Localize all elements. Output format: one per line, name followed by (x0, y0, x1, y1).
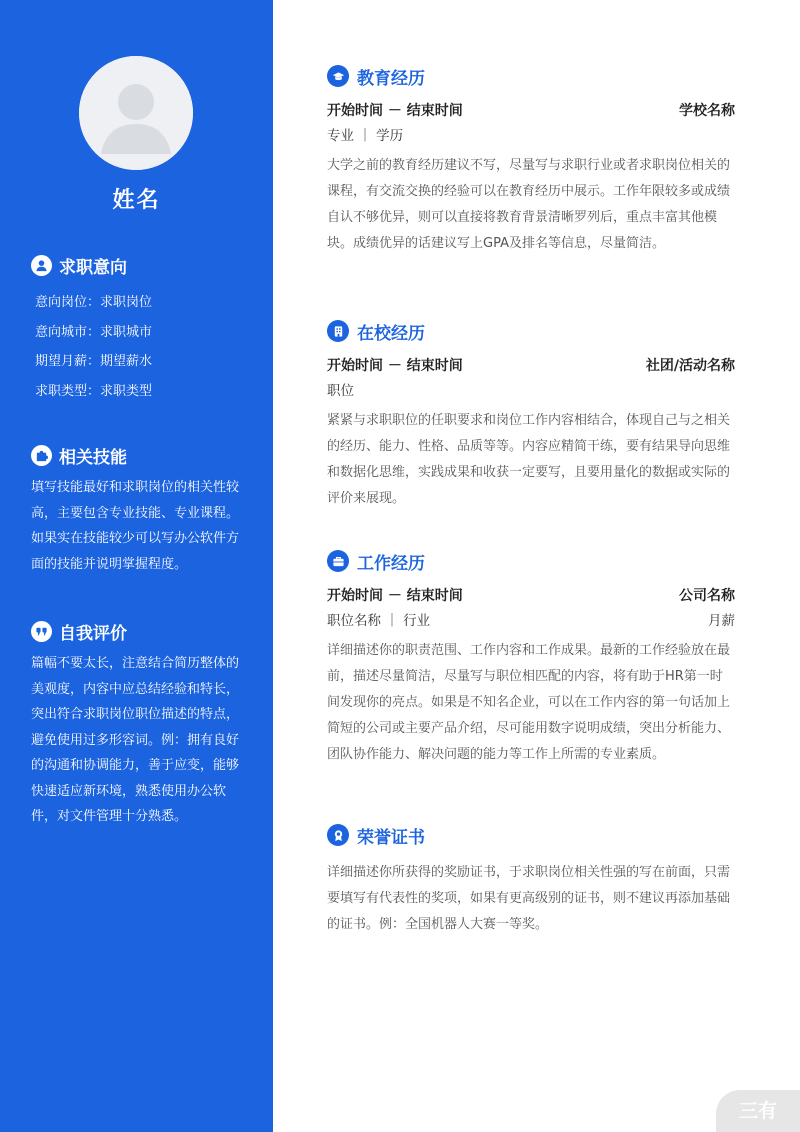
monthly-salary: 月薪 (708, 613, 735, 629)
intent-value: 期望薪水 (100, 354, 153, 369)
campus-sub-row (327, 379, 735, 404)
building-icon (327, 320, 349, 342)
education-sub-row (327, 124, 735, 149)
intent-row-position (31, 288, 251, 318)
intent-label: 期望月薪： (35, 354, 101, 369)
self-evaluation-text: 篇幅不要太长，注意结合简历整体的美观度，内容中应总结经验和特长，突出符合求职岗位职位描述的特点，避免使用过多形容词。例：拥有良好的沟通和协调能力，善于应变，能够快速适应新环境，熟悉使用办公软件，对文件管理十分熟悉。 (31, 656, 240, 824)
avatar (79, 56, 193, 170)
avatar-placeholder-icon (79, 56, 193, 170)
campus-position: 职位 (327, 383, 354, 399)
work-sub-row (327, 609, 735, 634)
job-intent-section (31, 253, 251, 406)
intent-label: 意向岗位： (35, 295, 101, 310)
education-header (327, 63, 735, 89)
intent-row-salary (31, 347, 251, 377)
medal-icon (327, 824, 349, 846)
education-section (327, 63, 735, 257)
school-name: 学校名称 (679, 103, 735, 119)
job-intent-header (31, 253, 251, 277)
intent-label: 意向城市： (35, 324, 101, 340)
self-evaluation-section (31, 619, 251, 830)
work-description: 详细描述你的职责范围、工作内容和工作成果。最新的工作经验放在最前，描述尽量简洁，尽量写与职位相匹配的内容，将有助于HR第一时间发现你的亮点。如果是不知名企业，可以在工作内容的第一句话加上简短的公司或主要产品介绍，尽可能用数字说明成绩，突出分析能力、团队协作能力、解决问题的能力等工作上所需的专业素质。 (327, 643, 731, 762)
education-meta-row (327, 99, 735, 124)
intent-label: 求职类型： (35, 383, 101, 399)
skills-header (31, 443, 251, 467)
club-name: 社团/活动名称 (645, 358, 735, 374)
work-header (327, 548, 735, 574)
campus-meta-row (327, 354, 735, 379)
campus-title: 在校经历 (357, 323, 425, 344)
education-title: 教育经历 (357, 68, 425, 89)
campus-description: 紧紧与求职职位的任职要求和岗位工作内容相结合，体现自己与之相关的经历、能力、性格、品质等等。内容应精简干练，要有结果导向思维和数据化思维，实践成果和收获一定要写，且要用量化的数据或实际的评价来展现。 (327, 413, 731, 506)
sidebar (0, 0, 273, 1132)
watermark-logo: 三有 (716, 1090, 800, 1132)
honors-header (327, 822, 735, 848)
job-intent-list (31, 288, 251, 406)
self-evaluation-header (31, 619, 251, 643)
puzzle-icon (31, 445, 52, 466)
honors-section (327, 822, 735, 938)
work-period: 开始时间 － 结束时间 (327, 588, 463, 604)
work-section (327, 548, 735, 768)
self-evaluation-title: 自我评价 (59, 623, 127, 644)
job-intent-title: 求职意向 (59, 257, 127, 278)
intent-row-type (31, 377, 251, 407)
education-period: 开始时间 － 结束时间 (327, 103, 463, 119)
honors-description: 详细描述你所获得的奖励证书，于求职岗位相关性强的写在前面，只需要填写有代表性的奖项，如果有更高级别的证书，则不建议再添加基础的证书。例：全国机器人大赛一等奖。 (327, 865, 731, 932)
campus-period: 开始时间 － 结束时间 (327, 358, 463, 374)
intent-value: 求职城市 (100, 324, 153, 340)
work-title: 工作经历 (357, 553, 425, 574)
campus-header (327, 318, 735, 344)
education-description: 大学之前的教育经历建议不写，尽量写与求职行业或者求职岗位相关的课程，有交流交换的经验可以在教育经历中展示。工作年限较多或成绩自认不够优异，则可以直接将教育背景清晰罗列后，重点丰富其他模块。成绩优异的话建议写上GPA及排名等信息，尽量简洁。 (327, 158, 731, 251)
job-title-industry: 职位名称 ｜ 行业 (327, 613, 431, 629)
skills-text: 填写技能最好和求职岗位的相关性较高，主要包含专业技能、专业课程。如果实在技能较少可以写办公软件方面的技能并说明掌握程度。 (31, 480, 240, 572)
user-icon (31, 255, 52, 276)
graduation-cap-icon (327, 65, 349, 87)
work-meta-row (327, 584, 735, 609)
candidate-name: 姓名 (112, 188, 161, 213)
intent-value: 求职类型 (100, 383, 153, 399)
campus-section (327, 318, 735, 512)
intent-row-city (31, 318, 251, 348)
briefcase-icon (327, 550, 349, 572)
intent-value: 求职岗位 (100, 295, 153, 310)
skills-title: 相关技能 (59, 447, 127, 468)
major-degree: 专业 ｜ 学历 (327, 128, 404, 144)
quote-icon (31, 621, 52, 642)
honors-title: 荣誉证书 (357, 827, 425, 848)
company-name: 公司名称 (679, 588, 735, 604)
skills-section (31, 443, 251, 577)
